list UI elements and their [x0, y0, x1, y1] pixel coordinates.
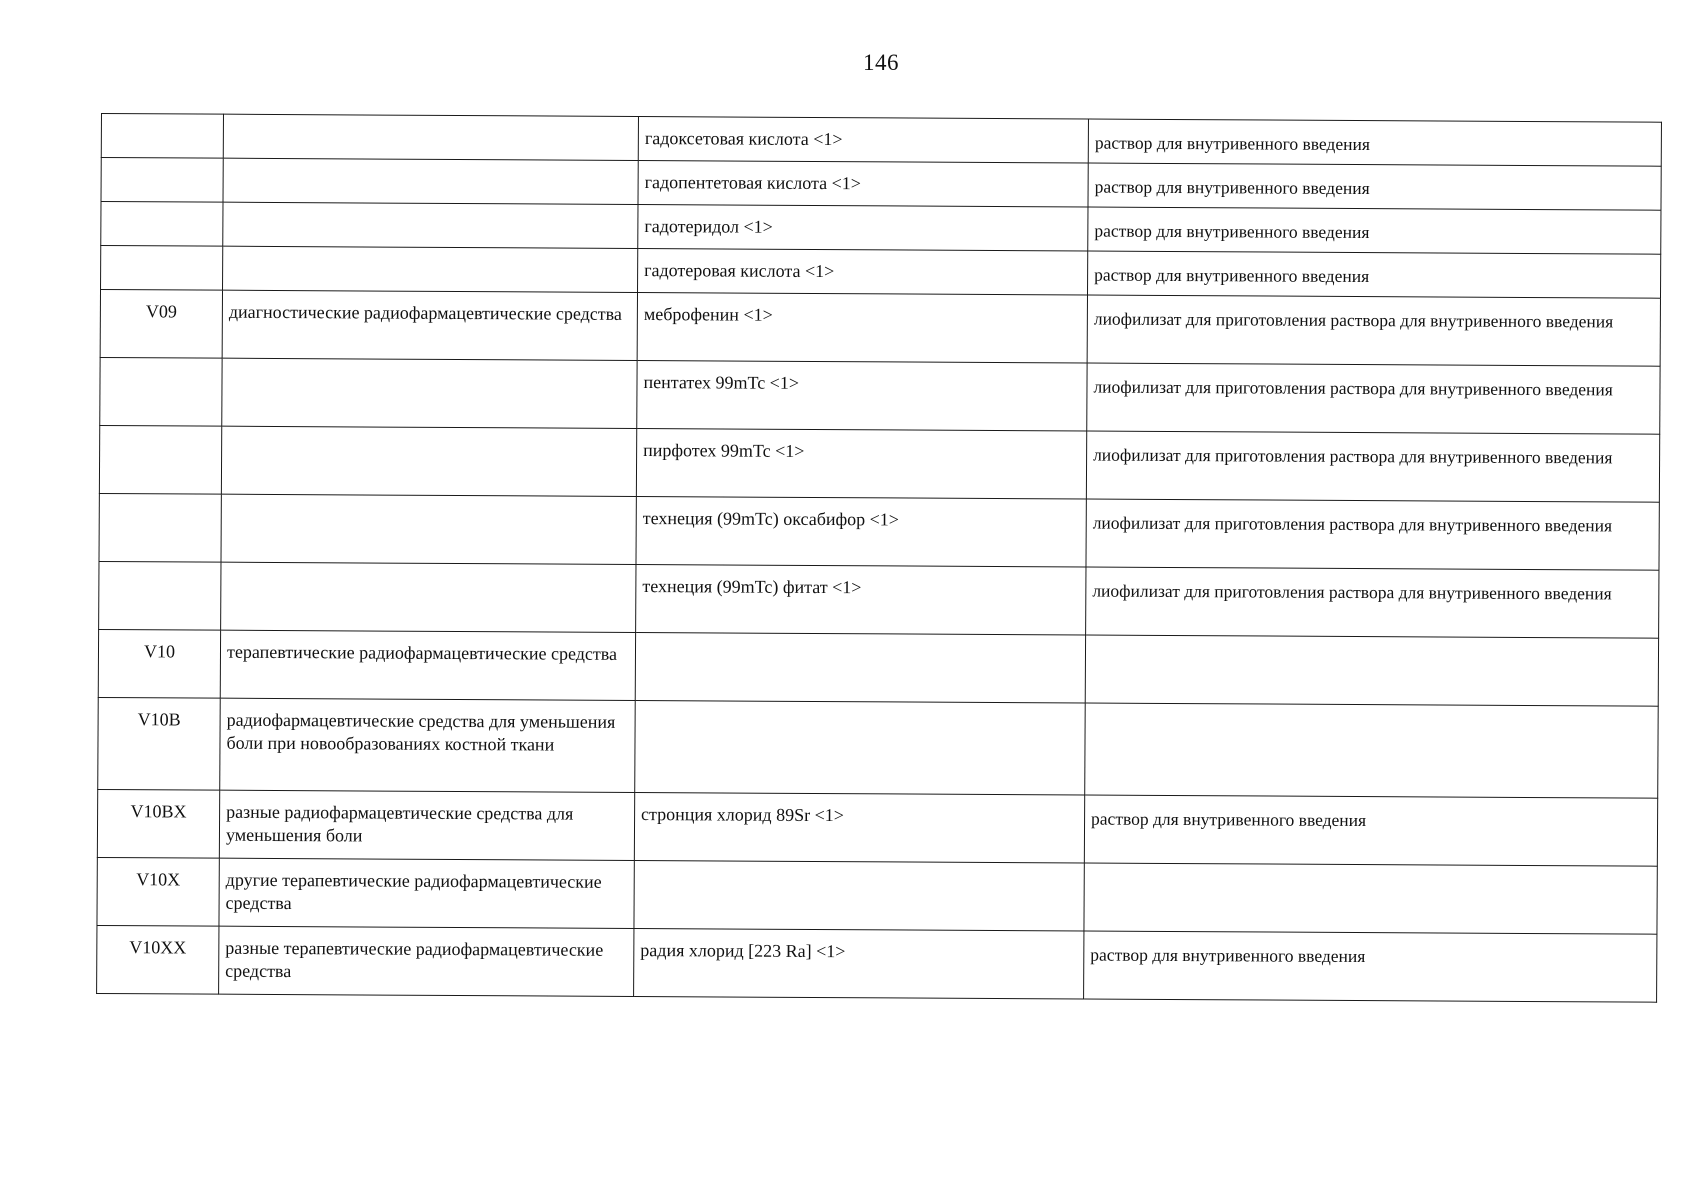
atc-code-cell [101, 114, 223, 159]
anatomic-therapeutic-group-cell: радиофармацевтические средства для уменьшения боли при новообразованиях костной ткани [220, 698, 636, 792]
atc-code-cell [101, 246, 223, 291]
atc-code-cell: V10XX [97, 925, 219, 994]
dosage-form-cell: раствор для внутривенного введения [1084, 795, 1657, 866]
atc-code-cell: V10 [98, 629, 220, 698]
drug-name-cell: технеция (99mTc) оксабифор <1> [636, 496, 1086, 567]
table-row [100, 290, 1660, 367]
anatomic-therapeutic-group-cell: терапевтические радиофармацевтические средства [220, 630, 635, 700]
drug-name-cell: пентатех 99mTc <1> [637, 360, 1087, 431]
drug-name-cell: радия хлорид [223 Ra] <1> [634, 928, 1084, 999]
drug-name-cell [635, 700, 1086, 795]
table-row [97, 857, 1657, 934]
drug-table [96, 113, 1662, 1003]
anatomic-therapeutic-group-cell [223, 202, 638, 248]
anatomic-therapeutic-group-cell [223, 246, 638, 292]
atc-code-cell [99, 425, 221, 494]
anatomic-therapeutic-group-cell: разные радиофармацевтические средства для уменьшения боли [219, 790, 634, 860]
drug-name-cell: пирфотех 99mTc <1> [636, 428, 1086, 499]
drug-name-cell: гадотеридол <1> [638, 205, 1088, 252]
drug-name-cell [634, 860, 1084, 931]
drug-name-cell [635, 632, 1085, 703]
anatomic-therapeutic-group-cell [222, 358, 637, 428]
atc-code-cell [101, 202, 223, 247]
dosage-form-cell: раствор для внутривенного введения [1088, 207, 1661, 254]
dosage-form-cell: лиофилизат для приготовления раствора для внутривенного введения [1086, 431, 1659, 502]
dosage-form-cell [1084, 863, 1657, 934]
atc-code-cell [99, 561, 221, 630]
atc-code-cell: V10BX [97, 789, 219, 858]
drug-name-cell: гадоксетовая кислота <1> [638, 117, 1088, 164]
table-row [97, 925, 1657, 1002]
anatomic-therapeutic-group-cell [223, 158, 638, 204]
dosage-form-cell [1085, 703, 1659, 798]
table-row [98, 697, 1658, 798]
atc-code-cell [99, 493, 221, 562]
dosage-form-cell: лиофилизат для приготовления раствора для внутривенного введения [1087, 363, 1660, 434]
anatomic-therapeutic-group-cell: другие терапевтические радиофармацевтические средства [219, 858, 634, 928]
anatomic-therapeutic-group-cell [221, 426, 636, 496]
dosage-form-cell: раствор для внутривенного введения [1088, 163, 1661, 210]
anatomic-therapeutic-group-cell: диагностические радиофармацевтические средства [222, 290, 637, 360]
anatomic-therapeutic-group-cell [221, 562, 636, 632]
drug-name-cell: стронция хлорид 89Sr <1> [634, 792, 1084, 863]
atc-code-cell: V09 [100, 290, 222, 359]
dosage-form-cell: раствор для внутривенного введения [1088, 119, 1661, 166]
dosage-form-cell: раствор для внутривенного введения [1084, 931, 1657, 1002]
table-row [97, 789, 1657, 866]
dosage-form-cell: лиофилизат для приготовления раствора для внутривенного введения [1086, 567, 1659, 638]
atc-code-cell: V10B [98, 697, 221, 790]
table-row [99, 493, 1659, 570]
dosage-form-cell: лиофилизат для приготовления раствора для внутривенного введения [1086, 499, 1659, 570]
page-number: 146 [863, 50, 899, 75]
table-row [100, 357, 1660, 434]
dosage-form-cell: раствор для внутривенного введения [1087, 251, 1660, 298]
table-row [99, 561, 1659, 638]
atc-code-cell: V10X [97, 857, 219, 926]
atc-code-cell [101, 158, 223, 203]
drug-name-cell: технеция (99mTc) фитат <1> [636, 564, 1086, 635]
drug-table-body [97, 114, 1662, 1003]
table-row [99, 425, 1659, 502]
drug-name-cell: гадотеровая кислота <1> [638, 248, 1088, 295]
atc-code-cell [100, 357, 222, 426]
anatomic-therapeutic-group-cell: разные терапевтические радиофармацевтические средства [219, 926, 634, 996]
anatomic-therapeutic-group-cell [221, 494, 636, 564]
table-row [98, 629, 1658, 706]
dosage-form-cell: лиофилизат для приготовления раствора для внутривенного введения [1087, 295, 1660, 366]
anatomic-therapeutic-group-cell [223, 114, 638, 160]
drug-name-cell: меброфенин <1> [637, 292, 1087, 363]
dosage-form-cell [1085, 635, 1658, 706]
drug-name-cell: гадопентетовая кислота <1> [638, 161, 1088, 208]
